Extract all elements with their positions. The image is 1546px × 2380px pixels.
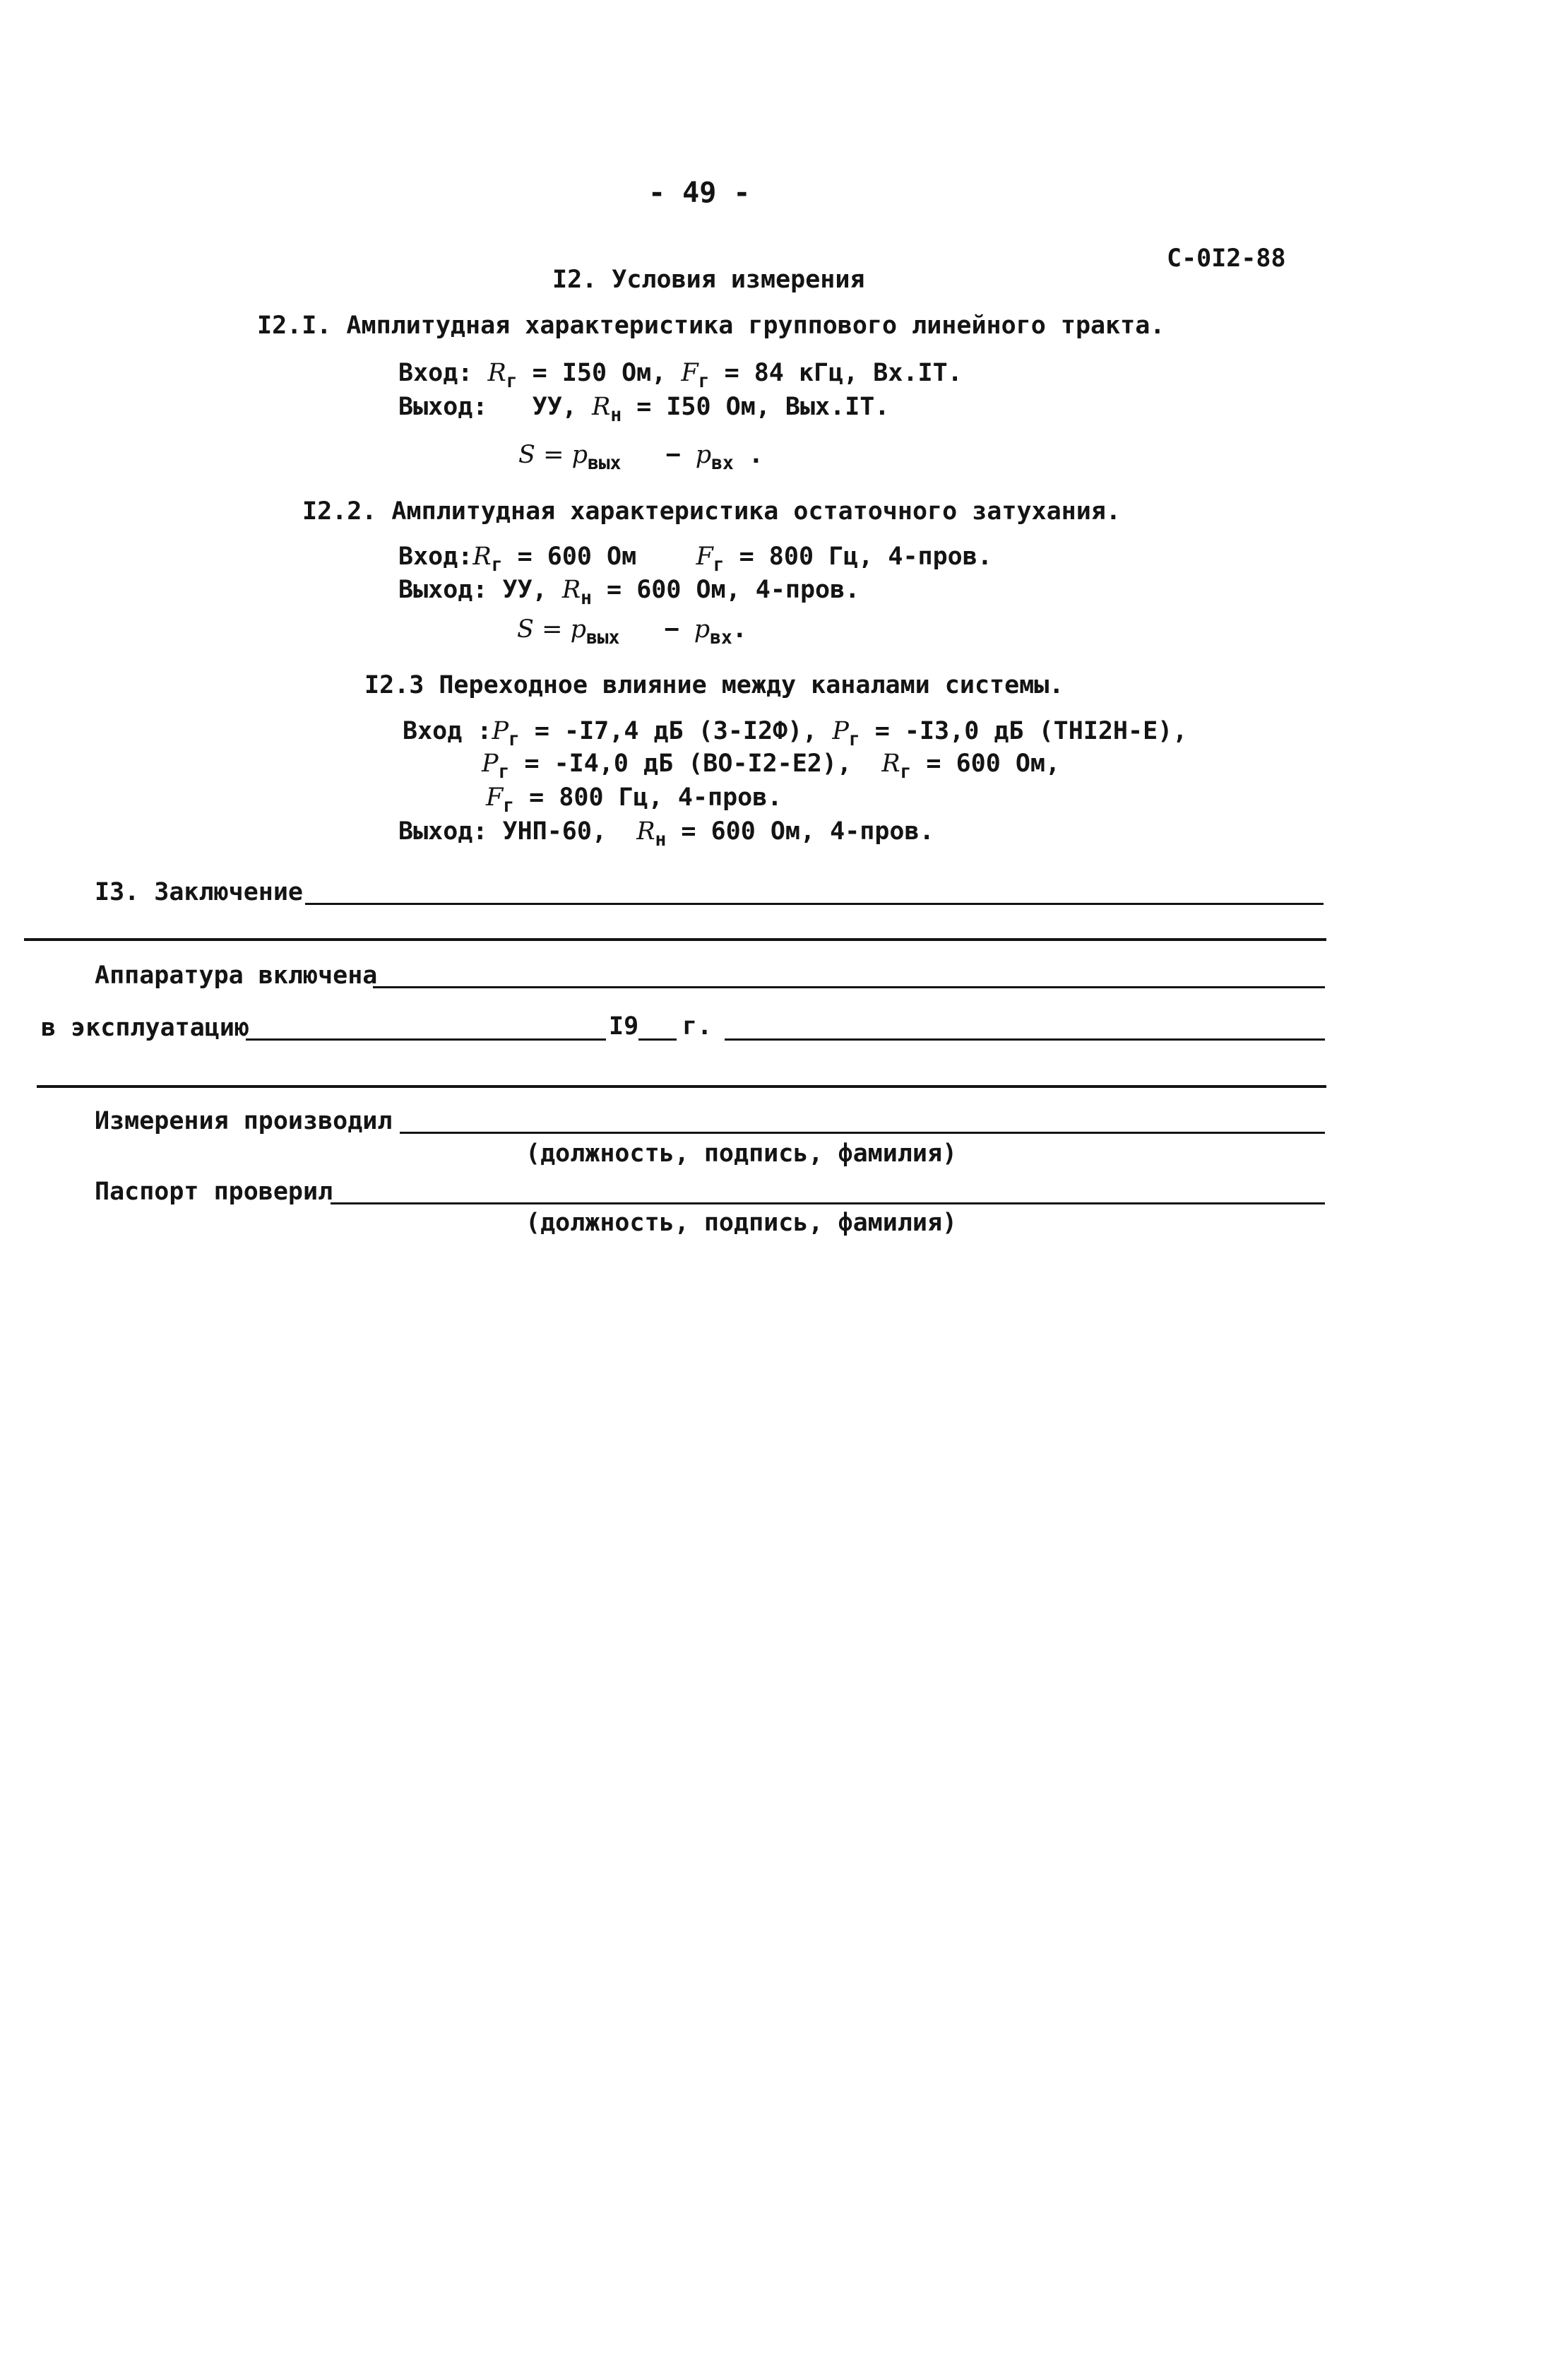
checked-by-line: [331, 1202, 1325, 1204]
commissioning-year-suffix: г.: [682, 1012, 713, 1041]
page-number: - 49 -: [648, 177, 751, 209]
section-12-title: I2. Условия измерения: [552, 266, 865, 294]
measured-by-label: Измерения производил: [95, 1107, 393, 1135]
section-12-1-input: Вход: $R_г = I50$ Ом, $F_г = 84$ кГц, Вх.IT.: [398, 359, 963, 393]
document-code: С-0I2-88: [1167, 244, 1286, 273]
checked-by-caption: (должность, подпись, фамилия): [525, 1209, 958, 1237]
section-12-3-input-line2: $P_г = -I4,0$ дБ (ВО-I2-Е2), $R_г = 600$ Ом,: [482, 750, 1061, 783]
section-12-1-output: Выход: УУ, $R_н = I50$ Ом, Вых.IT.: [398, 393, 890, 427]
section-12-2-output: Выход: УУ, $R_н = 600$ Ом, 4-пров.: [398, 576, 860, 610]
section-12-3-input-line3: $F_г = 800$ Гц, 4-пров.: [486, 783, 783, 817]
measured-by-caption: (должность, подпись, фамилия): [525, 1139, 958, 1168]
measured-by-line: [400, 1132, 1325, 1134]
section-12-3-output: Выход: УНП-60, $R_н = 600$ Ом, 4-пров.: [398, 817, 934, 851]
commissioning-date-line: [246, 1038, 606, 1041]
section-12-2-formula: $S = p_{вых} - p_{вх}$.: [517, 615, 747, 649]
section-12-1-formula: $S = p_{вых} - p_{вх}$ .: [518, 441, 763, 475]
separator-rule-2: [37, 1085, 1326, 1088]
commissioning-label-2: в эксплуатацию: [41, 1014, 250, 1042]
section-12-3-input-line1: Вход $:P_г = -I7,4$ дБ (З-I2Ф), $P_г = -I3,0$ дБ (ТНI2Н-Е),: [403, 717, 1188, 751]
conclusion-fill-line: [305, 903, 1324, 905]
section-12-1-title: I2.I. Амплитудная характеристика группового линейного тракта.: [257, 312, 1165, 340]
conclusion-label: I3. Заключение: [95, 878, 304, 906]
checked-by-label: Паспорт проверил: [95, 1178, 333, 1206]
section-12-2-input: $Вход:R_г = 600$ Ом $F_г = 800$ Гц, 4-пров.: [398, 543, 992, 576]
section-12-2-title: I2.2. Амплитудная характеристика остаточного затухания.: [302, 497, 1121, 526]
separator-rule-1: [24, 938, 1326, 941]
commissioning-year-prefix: I9: [609, 1012, 639, 1041]
commissioning-year-line: [638, 1038, 677, 1041]
commissioning-fill-line-2: [725, 1038, 1325, 1041]
section-12-3-title: I2.3 Переходное влияние между каналами системы.: [364, 671, 1064, 699]
commissioning-label-1: Аппаратура включена: [95, 961, 378, 990]
commissioning-fill-line-1: [373, 986, 1325, 988]
